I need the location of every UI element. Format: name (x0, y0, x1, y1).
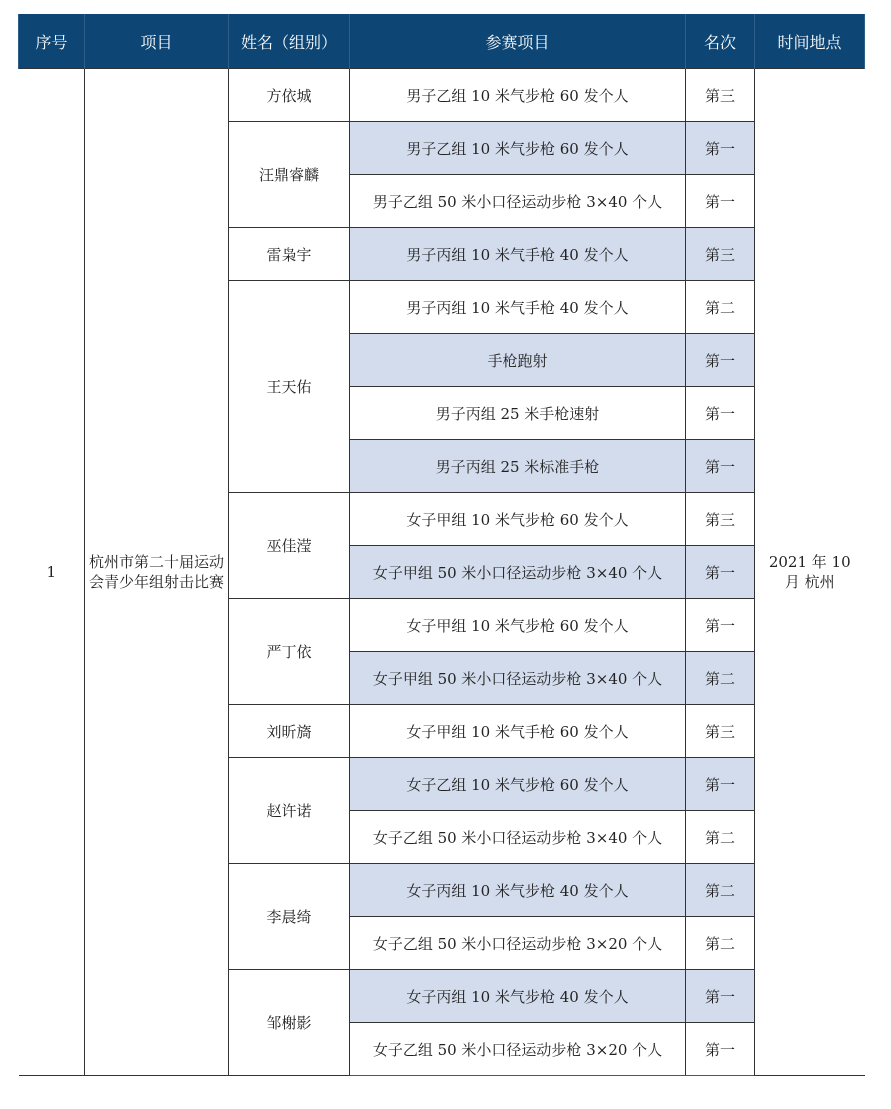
event-cell: 女子乙组 50 米小口径运动步枪 3×40 个人 (350, 811, 686, 864)
athlete-name-cell: 巫佳滢 (229, 493, 350, 599)
event-cell: 男子乙组 10 米气步枪 60 发个人 (350, 122, 686, 175)
athlete-name-cell: 雷枭宇 (229, 228, 350, 281)
rank-cell: 第一 (686, 440, 755, 493)
rank-cell: 第三 (686, 69, 755, 122)
rank-cell: 第二 (686, 652, 755, 705)
athlete-name-cell: 刘昕旖 (229, 705, 350, 758)
athlete-name-cell: 汪鼎睿麟 (229, 122, 350, 228)
rank-cell: 第二 (686, 864, 755, 917)
event-cell: 女子甲组 50 米小口径运动步枪 3×40 个人 (350, 652, 686, 705)
athlete-name-cell: 邹榭影 (229, 970, 350, 1076)
event-cell: 手枪跑射 (350, 334, 686, 387)
event-cell: 女子甲组 50 米小口径运动步枪 3×40 个人 (350, 546, 686, 599)
project-cell: 杭州市第二十届运动会青少年组射击比赛 (85, 69, 229, 1076)
event-cell: 女子丙组 10 米气步枪 40 发个人 (350, 864, 686, 917)
event-cell: 女子乙组 10 米气步枪 60 发个人 (350, 758, 686, 811)
rank-cell: 第一 (686, 387, 755, 440)
header-seq: 序号 (19, 14, 85, 69)
event-cell: 女子甲组 10 米气手枪 60 发个人 (350, 705, 686, 758)
event-cell: 男子丙组 25 米标准手枪 (350, 440, 686, 493)
rank-cell: 第一 (686, 546, 755, 599)
time-place-cell: 2021 年 10 月 杭州 (755, 69, 865, 1076)
rank-cell: 第三 (686, 228, 755, 281)
event-cell: 男子丙组 10 米气手枪 40 发个人 (350, 281, 686, 334)
event-cell: 女子甲组 10 米气步枪 60 发个人 (350, 493, 686, 546)
header-project: 项目 (85, 14, 229, 69)
event-cell: 男子丙组 25 米手枪速射 (350, 387, 686, 440)
table-body (19, 69, 865, 1076)
rank-cell: 第一 (686, 175, 755, 228)
event-cell: 女子丙组 10 米气步枪 40 发个人 (350, 970, 686, 1023)
rank-cell: 第一 (686, 122, 755, 175)
event-cell: 男子乙组 10 米气步枪 60 发个人 (350, 69, 686, 122)
rank-cell: 第二 (686, 811, 755, 864)
event-cell: 女子甲组 10 米气步枪 60 发个人 (350, 599, 686, 652)
rank-cell: 第一 (686, 970, 755, 1023)
header-time-place: 时间地点 (755, 14, 865, 69)
results-table (18, 14, 865, 1076)
seq-cell: 1 (19, 69, 85, 1076)
rank-cell: 第二 (686, 281, 755, 334)
header-row (19, 14, 865, 69)
event-cell: 女子乙组 50 米小口径运动步枪 3×20 个人 (350, 1023, 686, 1076)
rank-cell: 第一 (686, 599, 755, 652)
header-name: 姓名（组别） (229, 14, 350, 69)
event-cell: 女子乙组 50 米小口径运动步枪 3×20 个人 (350, 917, 686, 970)
header-event: 参赛项目 (350, 14, 686, 69)
table-row (19, 69, 865, 122)
rank-cell: 第一 (686, 758, 755, 811)
event-cell: 男子丙组 10 米气手枪 40 发个人 (350, 228, 686, 281)
athlete-name-cell: 赵许诺 (229, 758, 350, 864)
athlete-name-cell: 李晨绮 (229, 864, 350, 970)
rank-cell: 第三 (686, 705, 755, 758)
rank-cell: 第一 (686, 1023, 755, 1076)
rank-cell: 第三 (686, 493, 755, 546)
athlete-name-cell: 王天佑 (229, 281, 350, 493)
rank-cell: 第二 (686, 917, 755, 970)
rank-cell: 第一 (686, 334, 755, 387)
event-cell: 男子乙组 50 米小口径运动步枪 3×40 个人 (350, 175, 686, 228)
athlete-name-cell: 方依城 (229, 69, 350, 122)
table-header (19, 14, 865, 69)
athlete-name-cell: 严丁依 (229, 599, 350, 705)
header-rank: 名次 (686, 14, 755, 69)
